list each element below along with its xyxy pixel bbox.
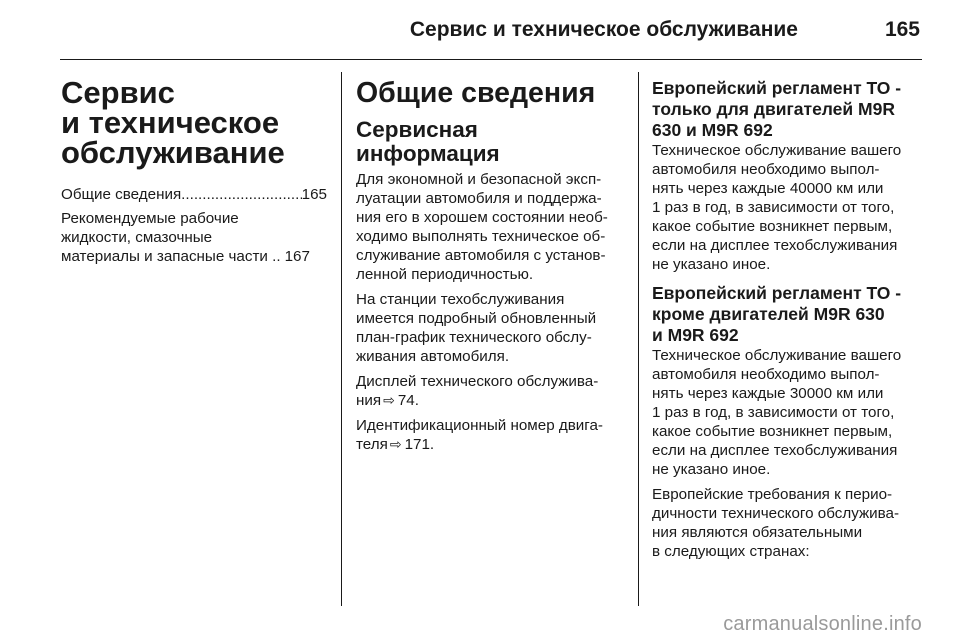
text-line: какое событие возникнет первым, [652, 218, 893, 235]
chapter-title-line: обслуживание [61, 135, 285, 170]
text-line: живания автомобиля. [356, 348, 510, 365]
page-reference-link[interactable]: 74. [397, 392, 419, 409]
text-line: если на дисплее техобслуживания [652, 442, 898, 459]
text-line: не указано иное. [652, 256, 771, 273]
text-line: какое событие возникнет первым, [652, 423, 893, 440]
text-line: ния являются обязательными [652, 524, 863, 541]
text-line: служивание автомобиля с установ- [356, 247, 606, 264]
text-line: дичности технического обслужива- [652, 505, 900, 522]
text-line: ния его в хорошем состоянии необ- [356, 209, 608, 226]
running-header-title: Сервис и техническое обслуживание [409, 18, 798, 41]
text-line: Дисплей технического обслужива- [356, 373, 599, 390]
text-line: если на дисплее техобслуживания [652, 237, 898, 254]
chapter-title [61, 75, 327, 170]
section-title: Общие сведения [356, 77, 596, 109]
text-line: ленной периодичностью. [356, 266, 534, 283]
general-info-column [356, 78, 622, 460]
regulation-heading-eu-only [652, 78, 924, 141]
toc-entry-label: Рекомендуемые рабочие [61, 210, 239, 227]
text-line: автомобиля необходимо выпол- [652, 161, 880, 178]
text-line: нять через каждые 30000 км или [652, 385, 884, 402]
column-divider-left [341, 72, 342, 606]
chapter-column [61, 75, 327, 271]
toc-entry-label: материалы и запасные части .. [61, 248, 281, 265]
heading-line: Европейский регламент ТО - [652, 78, 902, 98]
chapter-title-line: и техническое [61, 105, 280, 140]
text-fragment: теля [356, 436, 388, 453]
watermark: carmanualsonline.info [723, 613, 922, 635]
text-line: автомобиля необходимо выпол- [652, 366, 880, 383]
regulation-heading-eu-except [652, 283, 924, 346]
text-line: имеется подробный обновленный [356, 310, 597, 327]
paragraph [356, 372, 622, 410]
table-of-contents [61, 185, 327, 266]
text-line: Для экономной и безопасной эксп- [356, 171, 602, 188]
text-line: не указано иное. [652, 461, 771, 478]
page-number: 165 [884, 18, 920, 41]
heading-line: и M9R 692 [652, 325, 739, 345]
toc-entry-fluids[interactable] [61, 209, 327, 266]
paragraph [356, 170, 622, 284]
heading-line: только для двигателей M9R [652, 99, 895, 119]
paragraph [356, 416, 622, 454]
text-line: Идентификационный номер двига- [356, 417, 603, 434]
heading-line: Европейский регламент ТО - [652, 283, 902, 303]
toc-entry-label: Общие сведения [61, 186, 182, 203]
text-fragment: ния [356, 392, 382, 409]
text-line: план-график технического обслу- [356, 329, 592, 346]
header-rule [60, 59, 922, 60]
text-line: луатации автомобиля и поддержа- [356, 190, 602, 207]
heading-line: кроме двигателей M9R 630 [652, 304, 885, 324]
text-line: нять через каждые 40000 км или [652, 180, 884, 197]
toc-entry-page: 167 [284, 248, 310, 265]
chapter-title-line: Сервис [61, 75, 175, 110]
text-line: ходимо выполнять техническое об- [356, 228, 606, 245]
regulations-column [652, 78, 924, 567]
text-line: Техническое обслуживание вашего [652, 142, 902, 159]
text-line: в следующих странах: [652, 543, 810, 560]
paragraph [356, 290, 622, 366]
text-line: 1 раз в год, в зависимости от того, [652, 199, 895, 216]
page-reference-link[interactable]: 171. [404, 436, 435, 453]
page-reference-arrow-icon: ⇨ [389, 436, 402, 452]
paragraph [652, 141, 924, 274]
heading-line: 630 и M9R 692 [652, 120, 773, 140]
text-line: На станции техобслуживания [356, 291, 565, 308]
toc-entry-label: жидкости, смазочные [61, 229, 213, 246]
text-line [356, 435, 622, 454]
toc-entry-general[interactable] [61, 185, 327, 204]
paragraph [652, 346, 924, 479]
subsection-title: Сервисная информация [356, 117, 500, 166]
toc-dot-leader [181, 185, 301, 204]
text-line: 1 раз в год, в зависимости от того, [652, 404, 895, 421]
text-line [356, 391, 622, 410]
text-line: Техническое обслуживание вашего [652, 347, 902, 364]
column-divider-right [638, 72, 639, 606]
paragraph [652, 485, 924, 561]
toc-entry-page: 165 [301, 186, 327, 203]
page-reference-arrow-icon: ⇨ [383, 392, 395, 408]
text-line: Европейские требования к перио- [652, 486, 893, 503]
